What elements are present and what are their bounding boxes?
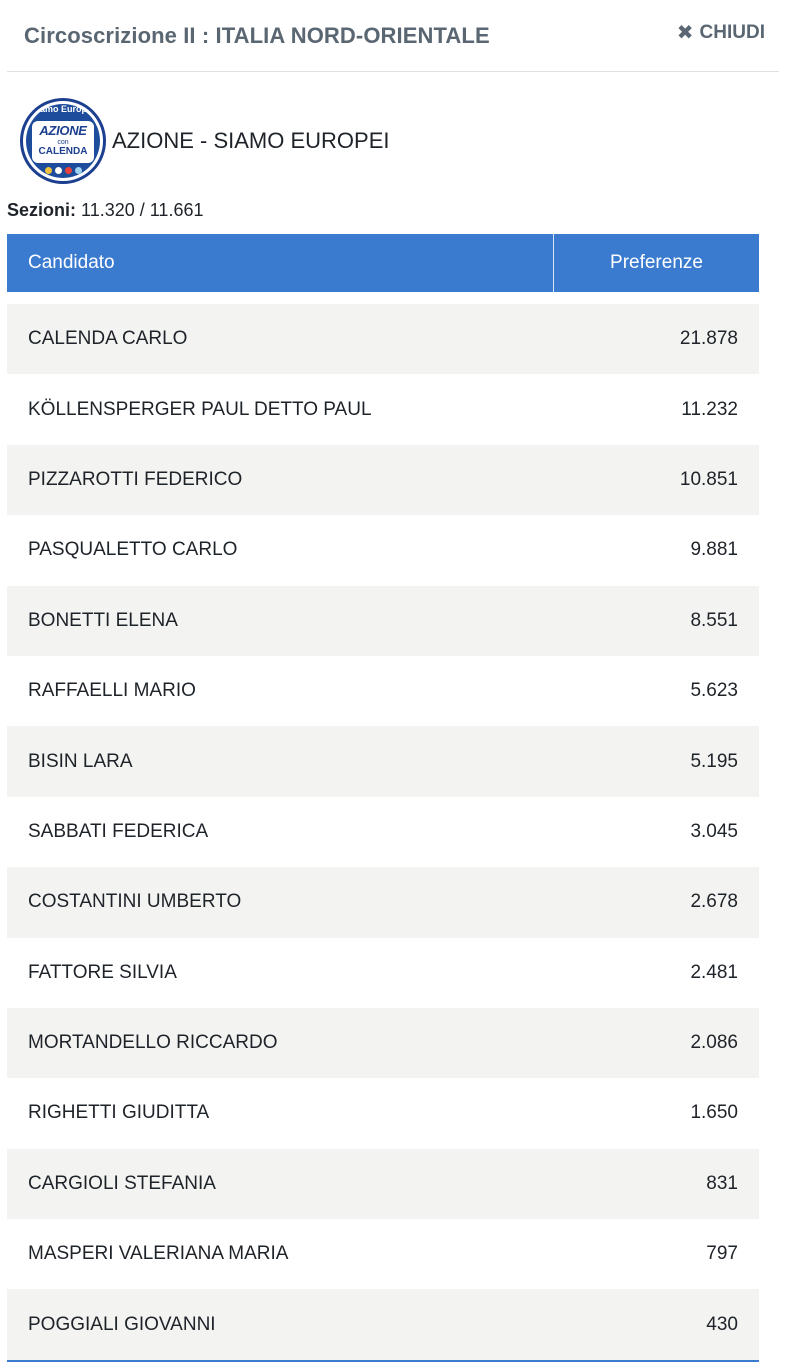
candidate-name: PASQUALETTO CARLO xyxy=(28,539,238,561)
candidate-preferences: 9.881 xyxy=(690,539,738,561)
table-row xyxy=(7,374,759,444)
close-button[interactable] xyxy=(677,22,765,44)
candidate-name: RAFFAELLI MARIO xyxy=(28,680,196,702)
party-header xyxy=(20,98,389,184)
page-title: Circoscrizione II : ITALIA NORD-ORIENTALE xyxy=(24,23,490,48)
candidate-preferences: 2.678 xyxy=(690,891,738,913)
table-row xyxy=(7,726,759,796)
party-name: AZIONE - SIAMO EUROPEI xyxy=(112,128,390,153)
table-row xyxy=(7,304,759,374)
candidate-preferences: 21.878 xyxy=(679,328,738,350)
candidate-name: BONETTI ELENA xyxy=(28,609,178,631)
candidate-name: RIGHETTI GIUDITTA xyxy=(28,1102,210,1124)
candidate-preferences: 3.045 xyxy=(690,820,738,842)
sezioni-value: 11.320 / 11.661 xyxy=(81,200,204,220)
table-row xyxy=(7,656,759,726)
candidate-name: CALENDA CARLO xyxy=(28,328,188,350)
candidate-name: MORTANDELLO RICCARDO xyxy=(28,1032,278,1054)
candidate-preferences: 10.851 xyxy=(679,468,738,490)
table-row xyxy=(7,1149,759,1219)
candidate-name: COSTANTINI UMBERTO xyxy=(28,891,242,913)
column-header-candidato: Candidato xyxy=(7,234,554,292)
table-row xyxy=(7,938,759,1008)
table-row xyxy=(7,867,759,937)
table-row xyxy=(7,1078,759,1148)
candidate-name: KÖLLENSPERGER PAUL DETTO PAUL xyxy=(28,398,372,420)
modal-header xyxy=(7,0,779,72)
column-header-preferenze: Preferenze xyxy=(610,252,703,273)
candidates-table xyxy=(7,234,759,1362)
sezioni-label: Sezioni: xyxy=(7,200,77,220)
table-row xyxy=(7,1219,759,1289)
candidate-preferences: 1.650 xyxy=(690,1102,738,1124)
candidate-name: BISIN LARA xyxy=(28,750,133,772)
candidate-preferences: 2.086 xyxy=(690,1032,738,1054)
candidate-preferences: 2.481 xyxy=(690,961,738,983)
candidate-preferences: 5.623 xyxy=(690,680,738,702)
candidate-preferences: 430 xyxy=(706,1313,738,1335)
table-header xyxy=(7,234,759,292)
table-bottom-border xyxy=(7,1360,759,1362)
table-row xyxy=(7,515,759,585)
party-logo: Siamo Europei AZIONE con CALENDA xyxy=(20,98,106,184)
table-row xyxy=(7,1008,759,1078)
candidate-preferences: 8.551 xyxy=(690,609,738,631)
candidate-preferences: 11.232 xyxy=(681,398,738,420)
table-row xyxy=(7,445,759,515)
candidate-preferences: 831 xyxy=(706,1172,738,1194)
sezioni-info xyxy=(7,200,203,221)
close-icon: ✖ xyxy=(676,22,694,44)
candidate-name: SABBATI FEDERICA xyxy=(28,820,209,842)
table-row xyxy=(7,586,759,656)
candidate-name: FATTORE SILVIA xyxy=(28,961,177,983)
candidate-preferences: 5.195 xyxy=(690,750,738,772)
table-row xyxy=(7,1289,759,1359)
candidate-name: MASPERI VALERIANA MARIA xyxy=(28,1243,289,1265)
candidate-name: CARGIOLI STEFANIA xyxy=(28,1172,216,1194)
close-label: CHIUDI xyxy=(699,22,765,43)
candidate-name: POGGIALI GIOVANNI xyxy=(28,1313,216,1335)
candidate-preferences: 797 xyxy=(706,1243,738,1265)
table-row xyxy=(7,797,759,867)
table-body xyxy=(7,304,759,1360)
candidate-name: PIZZAROTTI FEDERICO xyxy=(28,468,243,490)
